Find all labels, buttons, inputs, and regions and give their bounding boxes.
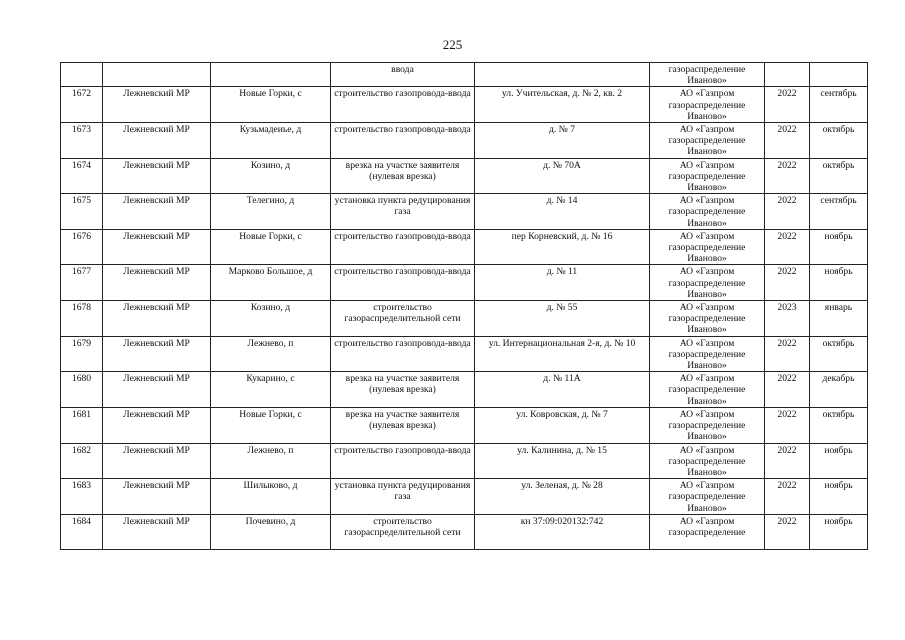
cell-num: 1681 xyxy=(61,407,103,443)
cell-year: 2022 xyxy=(765,479,810,515)
cell-settlement: Новые Горки, с xyxy=(211,87,331,123)
cell-year: 2022 xyxy=(765,265,810,301)
table-row xyxy=(61,479,868,515)
cell-month: ноябрь xyxy=(810,229,868,265)
cell-settlement: Телегино, д xyxy=(211,194,331,230)
cell-organization: АО «Газпром газораспределение Иваново» xyxy=(650,265,765,301)
cell-year: 2022 xyxy=(765,158,810,194)
cell-month: ноябрь xyxy=(810,265,868,301)
cell-settlement: Шилыково, д xyxy=(211,479,331,515)
cell-organization: АО «Газпром газораспределение Иваново» xyxy=(650,123,765,159)
cell-num: 1675 xyxy=(61,194,103,230)
gasification-table xyxy=(60,62,868,550)
cell-district: Лежневский МР xyxy=(103,479,211,515)
cell-district: Лежневский МР xyxy=(103,265,211,301)
cell-settlement: Козино, д xyxy=(211,158,331,194)
cell-num: 1676 xyxy=(61,229,103,265)
table-row xyxy=(61,87,868,123)
cell-organization: АО «Газпром газораспределение Иваново» xyxy=(650,229,765,265)
cell-num: 1680 xyxy=(61,372,103,408)
cell-year: 2022 xyxy=(765,87,810,123)
cell-year: 2022 xyxy=(765,514,810,549)
cell-month: сентябрь xyxy=(810,194,868,230)
cell-num: 1677 xyxy=(61,265,103,301)
table-row xyxy=(61,407,868,443)
cell-month: ноябрь xyxy=(810,479,868,515)
cell-address: д. № 11А xyxy=(475,372,650,408)
table-row-continued xyxy=(61,63,868,87)
cell-settlement: Марково Большое, д xyxy=(211,265,331,301)
cell-settlement: Лежнево, п xyxy=(211,443,331,479)
cell-organization: АО «Газпром газораспределение Иваново» xyxy=(650,301,765,337)
cell-settlement xyxy=(211,63,331,87)
table-row xyxy=(61,443,868,479)
cell-year: 2022 xyxy=(765,372,810,408)
table-row xyxy=(61,194,868,230)
cell-month: октябрь xyxy=(810,336,868,372)
cell-organization: АО «Газпром газораспределение Иваново» xyxy=(650,158,765,194)
cell-address: ул. Зеленая, д. № 28 xyxy=(475,479,650,515)
cell-district: Лежневский МР xyxy=(103,443,211,479)
cell-district: Лежневский МР xyxy=(103,336,211,372)
page-number: 225 xyxy=(442,37,463,52)
cell-num: 1682 xyxy=(61,443,103,479)
cell-work: установка пункта редуцирования газа xyxy=(331,194,475,230)
cell-settlement: Кузьмадеиье, д xyxy=(211,123,331,159)
cell-work: строительство газораспределительной сети xyxy=(331,301,475,337)
cell-district xyxy=(103,63,211,87)
cell-settlement: Лежнево, п xyxy=(211,336,331,372)
cell-month: ноябрь xyxy=(810,443,868,479)
cell-district: Лежневский МР xyxy=(103,301,211,337)
table-row xyxy=(61,265,868,301)
cell-year: 2022 xyxy=(765,407,810,443)
cell-year: 2022 xyxy=(765,194,810,230)
cell-year: 2022 xyxy=(765,229,810,265)
cell-district: Лежневский МР xyxy=(103,87,211,123)
cell-organization: АО «Газпром газораспределение Иваново» xyxy=(650,87,765,123)
cell-settlement: Почевино, д xyxy=(211,514,331,549)
cell-address: д. № 11 xyxy=(475,265,650,301)
table-row xyxy=(61,372,868,408)
cell-settlement: Козино, д xyxy=(211,301,331,337)
cell-district: Лежневский МР xyxy=(103,229,211,265)
cell-work: врезка на участке заявителя (нулевая врезка) xyxy=(331,158,475,194)
cell-num: 1672 xyxy=(61,87,103,123)
cell-address: д. № 7 xyxy=(475,123,650,159)
cell-month: январь xyxy=(810,301,868,337)
cell-year: 2023 xyxy=(765,301,810,337)
cell-work: установка пункта редуцирования газа xyxy=(331,479,475,515)
cell-month: декабрь xyxy=(810,372,868,408)
cell-num: 1673 xyxy=(61,123,103,159)
cell-address: д. № 14 xyxy=(475,194,650,230)
cell-work: врезка на участке заявителя (нулевая врезка) xyxy=(331,407,475,443)
cell-num: 1684 xyxy=(61,514,103,549)
cell-address: д. № 55 xyxy=(475,301,650,337)
cell-settlement: Кукарино, с xyxy=(211,372,331,408)
cell-num xyxy=(61,63,103,87)
cell-address xyxy=(475,63,650,87)
cell-year: 2022 xyxy=(765,123,810,159)
cell-address: пер Корневский, д. № 16 xyxy=(475,229,650,265)
cell-organization: АО «Газпром газораспределение xyxy=(650,514,765,549)
cell-district: Лежневский МР xyxy=(103,514,211,549)
table-row xyxy=(61,514,868,549)
cell-district: Лежневский МР xyxy=(103,123,211,159)
cell-year: 2022 xyxy=(765,443,810,479)
cell-month: октябрь xyxy=(810,407,868,443)
cell-address: ул. Ковровская, д. № 7 xyxy=(475,407,650,443)
cell-address: ул. Калинина, д. № 15 xyxy=(475,443,650,479)
table-row xyxy=(61,229,868,265)
cell-month: сентябрь xyxy=(810,87,868,123)
cell-month xyxy=(810,63,868,87)
cell-district: Лежневский МР xyxy=(103,194,211,230)
cell-organization: газораспределение Иваново» xyxy=(650,63,765,87)
cell-address: ул. Интернациональная 2-я, д. № 10 xyxy=(475,336,650,372)
cell-district: Лежневский МР xyxy=(103,407,211,443)
cell-work: строительство газопровода-ввода xyxy=(331,87,475,123)
cell-work: строительство газопровода-ввода xyxy=(331,336,475,372)
cell-num: 1679 xyxy=(61,336,103,372)
cell-work: строительство газопровода-ввода xyxy=(331,265,475,301)
cell-settlement: Новые Горки, с xyxy=(211,407,331,443)
table-row xyxy=(61,158,868,194)
cell-month: октябрь xyxy=(810,158,868,194)
table-row xyxy=(61,301,868,337)
cell-month: октябрь xyxy=(810,123,868,159)
cell-work: строительство газопровода-ввода xyxy=(331,443,475,479)
cell-num: 1683 xyxy=(61,479,103,515)
cell-organization: АО «Газпром газораспределение Иваново» xyxy=(650,479,765,515)
cell-work: строительство газопровода-ввода xyxy=(331,229,475,265)
cell-organization: АО «Газпром газораспределение Иваново» xyxy=(650,372,765,408)
cell-district: Лежневский МР xyxy=(103,158,211,194)
cell-address: кн 37:09:020132:742 xyxy=(475,514,650,549)
cell-work: ввода xyxy=(331,63,475,87)
cell-work: строительство газораспределительной сети xyxy=(331,514,475,549)
cell-organization: АО «Газпром газораспределение Иваново» xyxy=(650,407,765,443)
cell-address: ул. Учительская, д. № 2, кв. 2 xyxy=(475,87,650,123)
table-row xyxy=(61,336,868,372)
cell-settlement: Новые Горки, с xyxy=(211,229,331,265)
cell-num: 1674 xyxy=(61,158,103,194)
cell-work: строительство газопровода-ввода xyxy=(331,123,475,159)
cell-num: 1678 xyxy=(61,301,103,337)
cell-year xyxy=(765,63,810,87)
cell-organization: АО «Газпром газораспределение Иваново» xyxy=(650,194,765,230)
cell-year: 2022 xyxy=(765,336,810,372)
cell-organization: АО «Газпром газораспределение Иваново» xyxy=(650,443,765,479)
cell-district: Лежневский МР xyxy=(103,372,211,408)
cell-organization: АО «Газпром газораспределение Иваново» xyxy=(650,336,765,372)
cell-work: врезка на участке заявителя (нулевая врезка) xyxy=(331,372,475,408)
cell-month: ноябрь xyxy=(810,514,868,549)
table-row xyxy=(61,123,868,159)
cell-address: д. № 70А xyxy=(475,158,650,194)
